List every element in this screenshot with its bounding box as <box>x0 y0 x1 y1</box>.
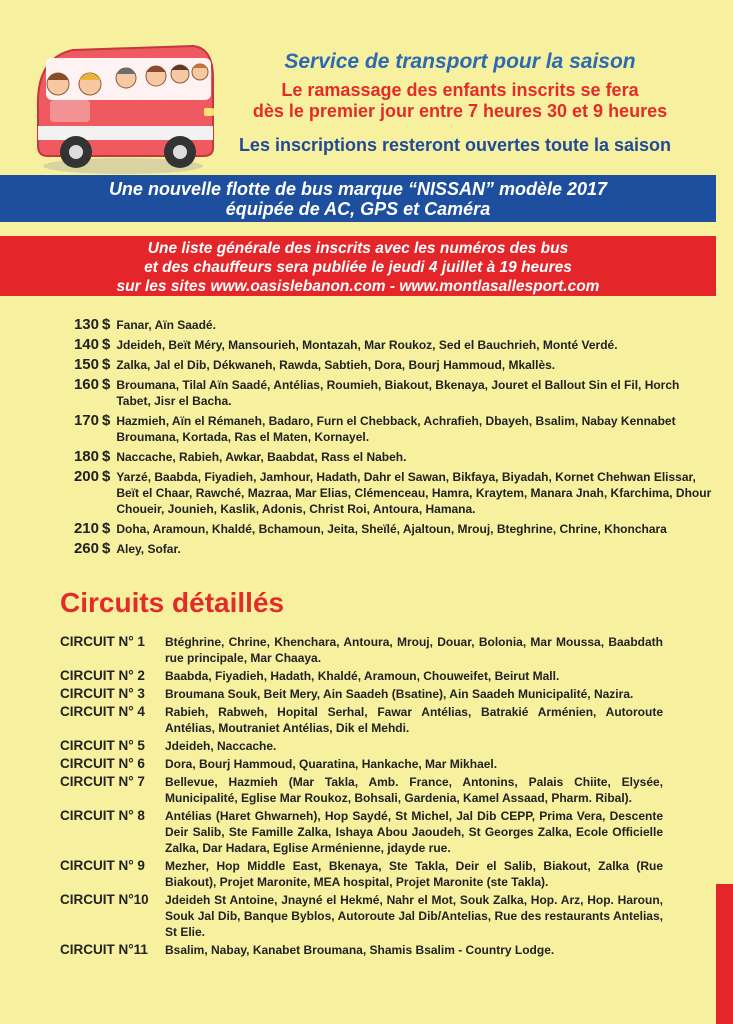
price-amount: 260 <box>73 540 99 557</box>
price-amount: 160 <box>73 376 99 393</box>
price-row <box>52 336 712 353</box>
currency-symbol: $ <box>102 376 111 393</box>
circuit-row <box>60 774 663 806</box>
currency-symbol: $ <box>102 468 111 485</box>
circuit-stops: Bellevue, Hazmieh (Mar Takla, Amb. France, Antonins, Palais Chiite, Elysée, Municipalité, Eglise Mar Roukoz, Bohsali, Gardenia, Kamel Assaad, Pharm. Ribal). <box>165 775 663 805</box>
price-areas: Yarzé, Baabda, Fiyadieh, Jamhour, Hadath, Dahr el Sawan, Bikfaya, Biyadah, Kornet Chehwan Elissar, Beït el Chaar, Rawché, Mazraa, Mar Elias, Clémenceau, Hamra, Kraytem, Manara Jnah, Kfarchima, Dhour Choueir, Jounieh, Kaslik, Adonis, Christ Roi, Antoura, Hamana. <box>116 470 712 516</box>
circuit-label: CIRCUIT N° 2 <box>60 668 145 683</box>
fleet-banner <box>0 175 716 222</box>
price-amount: 200 <box>73 468 99 485</box>
price-row <box>52 540 712 557</box>
circuit-label: CIRCUIT N° 6 <box>60 756 145 771</box>
price-row <box>52 448 712 465</box>
circuit-row <box>60 686 663 702</box>
price-areas: Aley, Sofar. <box>116 542 181 556</box>
circuit-label: CIRCUIT N°11 <box>60 942 148 957</box>
currency-symbol: $ <box>102 356 111 373</box>
pickup-line-1: Le ramassage des enfants inscrits se fera <box>281 80 639 100</box>
price-areas: Fanar, Aïn Saadé. <box>116 318 216 332</box>
pickup-info <box>205 80 715 122</box>
price-amount: 210 <box>73 520 99 537</box>
list-line-2: et des chauffeurs sera publiée le jeudi 4 juillet à 19 heures <box>144 259 572 276</box>
circuit-label: CIRCUIT N° 4 <box>60 704 145 719</box>
price-amount: 140 <box>73 336 99 353</box>
currency-symbol: $ <box>102 520 111 537</box>
circuit-stops: Bsalim, Nabay, Kanabet Broumana, Shamis Bsalim - Country Lodge. <box>165 943 555 957</box>
price-row <box>52 520 712 537</box>
price-row <box>52 316 712 333</box>
circuit-label: CIRCUIT N° 9 <box>60 858 145 873</box>
header-title: Service de transport pour la saison <box>284 50 636 73</box>
currency-symbol: $ <box>102 412 111 429</box>
circuit-label: CIRCUIT N° 7 <box>60 774 145 789</box>
price-areas: Hazmieh, Aïn el Rémaneh, Badaro, Furn el Chebback, Achrafieh, Dbayeh, Bsalim, Nabay Kennabet Broumana, Kortada, Ras el Maten, Kornayel. <box>116 414 676 444</box>
price-row <box>52 412 712 445</box>
price-areas: Jdeideh, Beït Méry, Mansourieh, Montazah, Mar Roukoz, Sed el Bauchrieh, Monté Verdé. <box>116 338 618 352</box>
price-row <box>52 468 712 517</box>
circuit-row <box>60 942 663 958</box>
price-amount: 170 <box>73 412 99 429</box>
circuit-row <box>60 738 663 754</box>
price-areas: Broumana, Tilal Aïn Saadé, Antélias, Roumieh, Biakout, Bkenaya, Jouret el Ballout Sin el Fil, Horch Tabet, Jisr el Bacha. <box>116 378 680 408</box>
circuit-row <box>60 668 663 684</box>
circuit-stops: Broumana Souk, Beit Mery, Ain Saadeh (Bsatine), Ain Saadeh Municipalité, Nazira. <box>165 687 634 701</box>
circuit-row <box>60 808 663 856</box>
price-amount: 150 <box>73 356 99 373</box>
circuit-label: CIRCUIT N°10 <box>60 892 149 907</box>
circuit-stops: Antélias (Haret Ghwarneh), Hop Saydé, St Michel, Jal Dib CEPP, Prima Vera, Descente Deir Salib, Ste Famille Zalka, Ishaya Abou Jaoudeh, St Georges Zalka, Ecole Officielle Zalka, Dar Hadara, Eglise Arménienne, jdayde rue. <box>165 809 663 855</box>
list-line-1: Une liste générale des inscrits avec les numéros des bus <box>147 240 569 257</box>
circuit-stops: Dora, Bourj Hammoud, Quaratina, Hankache, Mar Mikhael. <box>165 757 498 771</box>
price-list <box>52 316 712 560</box>
currency-symbol: $ <box>102 540 111 557</box>
circuit-row <box>60 704 663 736</box>
price-amount: 130 <box>73 316 99 333</box>
fleet-line-2: équipée de AC, GPS et Caméra <box>225 199 491 219</box>
decorative-red-bar <box>716 884 733 1024</box>
circuit-stops: Jdeideh, Naccache. <box>165 739 277 753</box>
price-amount: 180 <box>73 448 99 465</box>
fleet-line-1: Une nouvelle flotte de bus marque “NISSAN” modèle 2017 <box>108 179 608 199</box>
circuit-list <box>60 634 663 960</box>
price-row <box>52 376 712 409</box>
circuit-label: CIRCUIT N° 8 <box>60 808 145 823</box>
circuit-stops: Btéghrine, Chrine, Khenchara, Antoura, Mrouj, Douar, Bolonia, Mar Moussa, Baabdath rue principale, Mar Chaaya. <box>165 635 663 665</box>
pickup-line-2: dès le premier jour entre 7 heures 30 et 9 heures <box>252 101 668 121</box>
circuit-row <box>60 634 663 666</box>
list-banner <box>0 236 716 296</box>
circuit-stops: Baabda, Fiyadieh, Hadath, Khaldé, Aramoun, Chouweifet, Beirut Mall. <box>165 669 560 683</box>
circuit-stops: Jdeideh St Antoine, Jnayné el Hekmé, Nahr el Mot, Souk Zalka, Hop. Arz, Hop. Haroun, Souk Jal Dib, Banque Byblos, Autoroute Jal Dib/Antelias, Rue des restaurants Antelias, St Elie. <box>165 893 663 939</box>
circuit-label: CIRCUIT N° 3 <box>60 686 145 701</box>
currency-symbol: $ <box>102 448 111 465</box>
currency-symbol: $ <box>102 316 111 333</box>
circuit-label: CIRCUIT N° 5 <box>60 738 145 753</box>
circuits-title: Circuits détaillés <box>60 587 285 618</box>
price-row <box>52 356 712 373</box>
list-line-3: sur les sites www.oasislebanon.com - www.montlasallesport.com <box>116 278 600 295</box>
circuit-stops: Mezher, Hop Middle East, Bkenaya, Ste Takla, Deir el Salib, Biakout, Zalka (Rue Biakout), Projet Maronite, MEA hospital, Projet Maronite (ste Takla). <box>165 859 663 889</box>
circuit-row <box>60 858 663 890</box>
circuit-label: CIRCUIT N° 1 <box>60 634 145 649</box>
price-areas: Naccache, Rabieh, Awkar, Baabdat, Rass el Nabeh. <box>116 450 407 464</box>
circuit-row <box>60 756 663 772</box>
registration-info: Les inscriptions resteront ouvertes toute la saison <box>238 135 672 155</box>
circuit-row <box>60 892 663 940</box>
currency-symbol: $ <box>102 336 111 353</box>
circuit-stops: Rabieh, Rabweh, Hopital Serhal, Fawar Antélias, Batrakié Arménien, Autoroute Antélias, Moutraniet Antélias, Dik el Mehdi. <box>165 705 663 735</box>
price-areas: Zalka, Jal el Dib, Dékwaneh, Rawda, Sabtieh, Dora, Bourj Hammoud, Mkallès. <box>116 358 556 372</box>
price-areas: Doha, Aramoun, Khaldé, Bchamoun, Jeita, Sheïlé, Ajaltoun, Mrouj, Bteghrine, Chrine, Khonchara <box>116 522 667 536</box>
